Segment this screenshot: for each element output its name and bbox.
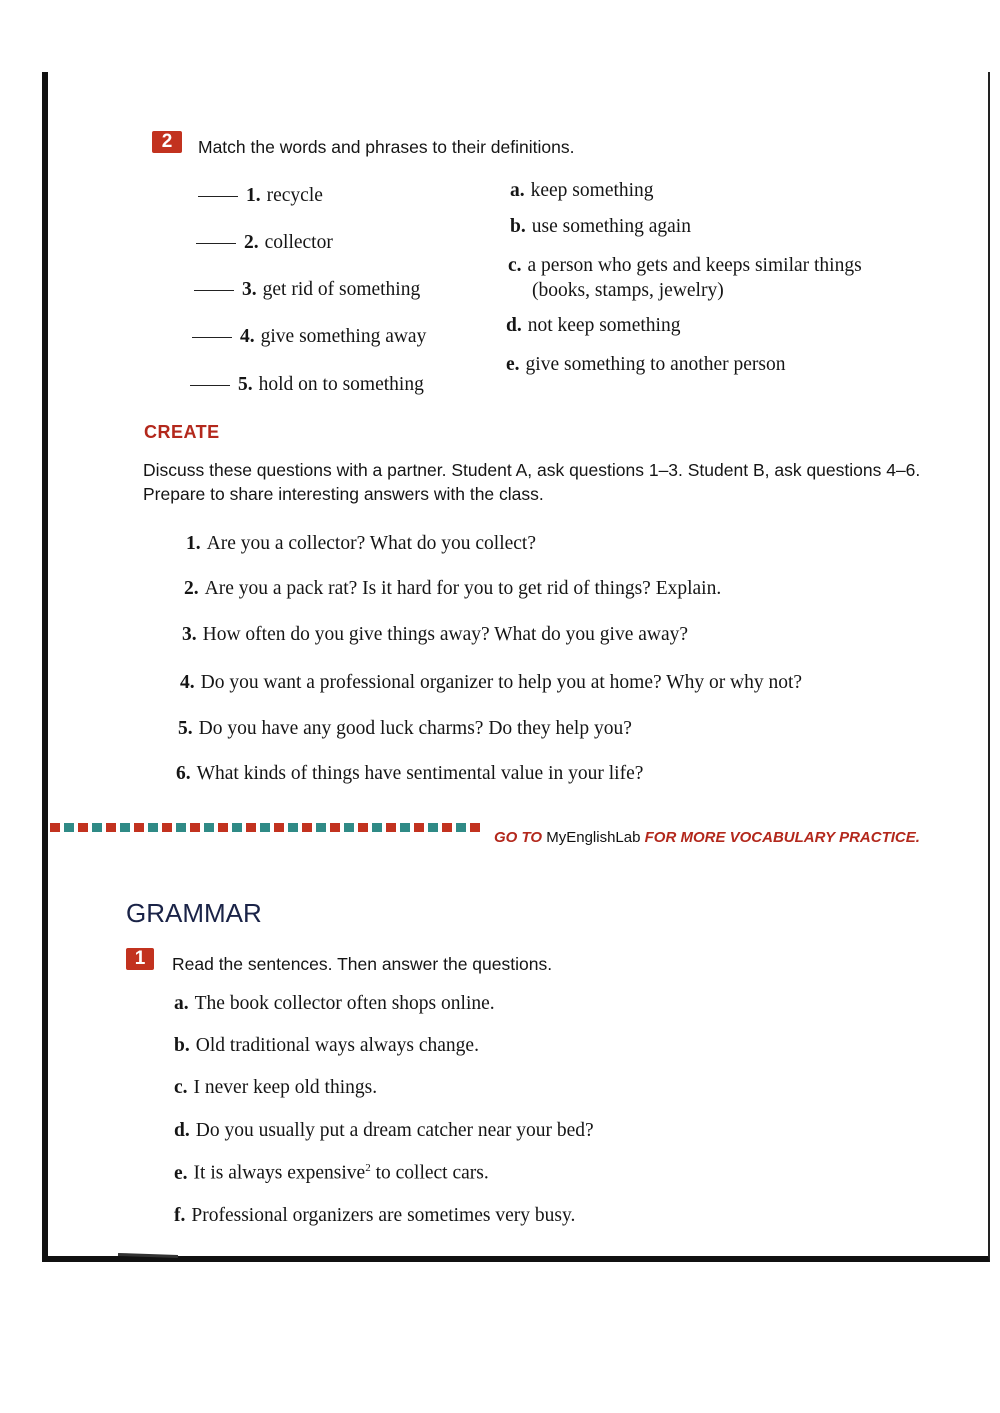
exercise-2-instruction: Match the words and phrases to their definitions. bbox=[198, 137, 575, 157]
answer-blank[interactable] bbox=[194, 290, 234, 291]
divider-square bbox=[274, 823, 284, 832]
grammar-exercise-1-badge: 1 bbox=[126, 948, 154, 970]
exercise-2-badge: 2 bbox=[152, 131, 182, 153]
definition-b: b. use something again bbox=[510, 216, 691, 237]
divider-square bbox=[64, 823, 74, 832]
divider-square bbox=[302, 823, 312, 832]
definition-d: d. not keep something bbox=[506, 315, 681, 336]
divider-square bbox=[106, 823, 116, 832]
sentence-a: a. The book collector often shops online. bbox=[174, 993, 495, 1014]
divider-square bbox=[442, 823, 452, 832]
divider-square bbox=[330, 823, 340, 832]
divider-square bbox=[428, 823, 438, 832]
divider-square bbox=[204, 823, 214, 832]
divider-square bbox=[288, 823, 298, 832]
sentence-e: e. It is always expensive$^2$ to collect cars. bbox=[174, 1162, 489, 1184]
divider-square bbox=[400, 823, 410, 832]
question-5: 5. Do you have any good luck charms? Do they help you? bbox=[178, 718, 632, 739]
sentence-f: f. Professional organizers are sometimes very busy. bbox=[174, 1205, 576, 1226]
divider-square bbox=[260, 823, 270, 832]
divider-square bbox=[120, 823, 130, 832]
answer-blank[interactable] bbox=[196, 243, 236, 244]
divider-square bbox=[316, 823, 326, 832]
definition-a: a. keep something bbox=[510, 180, 654, 201]
sentence-d: d. Do you usually put a dream catcher near your bed? bbox=[174, 1120, 594, 1141]
create-heading: CREATE bbox=[144, 422, 220, 442]
match-word-4: 4. give something away bbox=[192, 326, 426, 348]
divider-square bbox=[358, 823, 368, 832]
definition-c-line2: (books, stamps, jewelry) bbox=[532, 280, 724, 301]
match-word-2: 2. collector bbox=[196, 232, 333, 254]
question-6: 6. What kinds of things have sentimental value in your life? bbox=[176, 763, 644, 784]
divider-square bbox=[190, 823, 200, 832]
divider-square bbox=[218, 823, 228, 832]
divider-square bbox=[92, 823, 102, 832]
answer-blank[interactable] bbox=[190, 385, 230, 386]
sentence-b: b. Old traditional ways always change. bbox=[174, 1035, 479, 1056]
definition-c: c. a person who gets and keeps similar things bbox=[508, 255, 862, 276]
divider-square bbox=[78, 823, 88, 832]
answer-blank[interactable] bbox=[192, 337, 232, 338]
match-word-1: 1. recycle bbox=[198, 185, 323, 207]
divider-square bbox=[344, 823, 354, 832]
match-word-3: 3. get rid of something bbox=[194, 279, 420, 301]
divider-square bbox=[232, 823, 242, 832]
question-4: 4. Do you want a professional organizer to help you at home? Why or why not? bbox=[180, 672, 803, 693]
match-word-5: 5. hold on to something bbox=[190, 374, 424, 396]
divider-square bbox=[372, 823, 382, 832]
divider-square bbox=[246, 823, 256, 832]
myenglishlab-link[interactable]: GO TO MyEnglishLab FOR MORE VOCABULARY PRACTICE. bbox=[494, 829, 920, 846]
divider-square bbox=[414, 823, 424, 832]
question-2: 2. Are you a pack rat? Is it hard for you to get rid of things? Explain. bbox=[184, 578, 722, 599]
dashed-divider bbox=[50, 821, 484, 833]
definition-e: e. give something to another person bbox=[506, 354, 786, 375]
divider-square bbox=[456, 823, 466, 832]
divider-square bbox=[148, 823, 158, 832]
create-instruction: Discuss these questions with a partner. Student A, ask questions 1–3. Student B, ask questions 4–6. Prepare to share interesting answers with the class. bbox=[143, 460, 921, 504]
answer-blank[interactable] bbox=[198, 196, 238, 197]
grammar-heading: GRAMMAR bbox=[126, 898, 262, 928]
divider-square bbox=[470, 823, 480, 832]
sentence-c: c. I never keep old things. bbox=[174, 1077, 378, 1098]
divider-square bbox=[386, 823, 396, 832]
question-1: 1. Are you a collector? What do you collect? bbox=[186, 533, 537, 554]
question-3: 3. How often do you give things away? What do you give away? bbox=[182, 624, 689, 645]
divider-square bbox=[176, 823, 186, 832]
grammar-instruction: Read the sentences. Then answer the questions. bbox=[172, 954, 553, 974]
divider-square bbox=[134, 823, 144, 832]
divider-square bbox=[50, 823, 60, 832]
divider-square bbox=[162, 823, 172, 832]
